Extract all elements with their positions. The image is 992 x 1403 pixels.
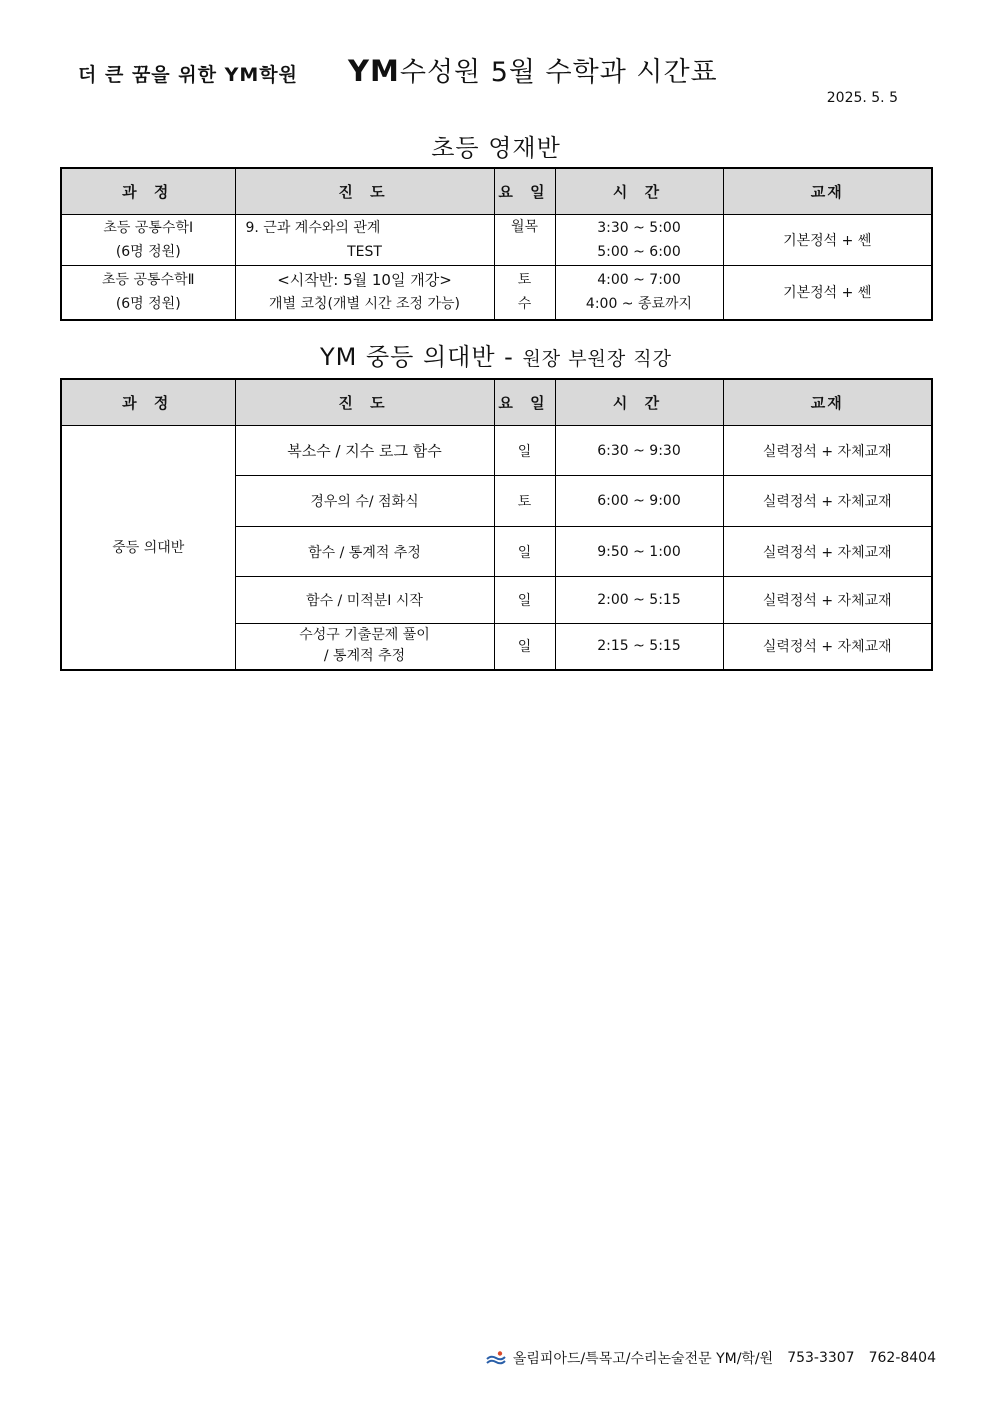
table-header-row (61, 168, 932, 215)
issue-date: 2025. 5. 5 (826, 90, 898, 106)
page-header (78, 50, 938, 90)
col-header-day: 요 일 (494, 168, 555, 215)
progress-cell (235, 215, 494, 266)
col-header-course: 과 정 (61, 379, 235, 426)
col-header-time: 시 간 (555, 168, 723, 215)
progress-line: 수성구 기출문제 풀이 (299, 627, 430, 644)
progress-cell (235, 266, 494, 320)
page-footer (485, 1348, 936, 1368)
book-cell: 실력정석 + 자체교재 (723, 527, 932, 577)
time-value: 4:00 ~ 7:00 (597, 272, 681, 289)
progress-line: TEST (347, 244, 382, 260)
elementary-schedule-table (60, 167, 933, 321)
progress-cell: 함수 / 미적분Ⅰ 시작 (235, 577, 494, 624)
table-header-row (61, 379, 932, 426)
day-value: 월목 (510, 219, 539, 235)
slogan: 더 큰 꿈을 위한 YM학원 (78, 64, 298, 86)
time-value: 5:00 ~ 6:00 (597, 244, 681, 260)
col-header-course: 과 정 (61, 168, 235, 215)
day-cell: 일 (494, 577, 555, 624)
book-cell: 기본정석 + 쎈 (723, 266, 932, 320)
col-header-day: 요 일 (494, 379, 555, 426)
time-cell: 6:30 ~ 9:30 (555, 426, 723, 476)
course-cell (61, 215, 235, 266)
section1-title: 초등 영재반 (431, 134, 561, 162)
progress-line: 개별 코칭(개별 시간 조정 가능) (268, 296, 460, 313)
course-name: 초등 공통수학Ⅰ (103, 220, 194, 236)
course-cell (61, 266, 235, 320)
day-cell: 일 (494, 624, 555, 670)
course-capacity: (6명 정원) (115, 244, 181, 260)
footer-phone1: 753-3307 (787, 1350, 855, 1366)
progress-line: <시작반: 5월 10일 개강> (277, 271, 452, 290)
time-cell: 2:15 ~ 5:15 (555, 624, 723, 670)
time-cell: 2:00 ~ 5:15 (555, 577, 723, 624)
footer-phone2: 762-8404 (868, 1350, 936, 1366)
title-rest: 수성원 5월 수학과 시간표 (399, 57, 718, 88)
progress-line: / 통계적 추정 (323, 648, 406, 665)
table-row (61, 426, 932, 476)
table-row (61, 266, 932, 320)
page-title (348, 50, 718, 89)
col-header-book: 교재 (723, 379, 932, 426)
section2-title-main: YM 중등 의대반 - (319, 343, 523, 371)
day-cell: 일 (494, 527, 555, 577)
day-value: 수 (517, 296, 532, 313)
day-cell: 일 (494, 426, 555, 476)
section2-title-sub: 원장 부원장 직강 (522, 348, 673, 370)
time-cell: 9:50 ~ 1:00 (555, 527, 723, 577)
day-cell (494, 215, 555, 266)
col-header-progress: 진 도 (235, 168, 494, 215)
time-cell: 6:00 ~ 9:00 (555, 476, 723, 527)
col-header-progress: 진 도 (235, 379, 494, 426)
course-capacity: (6명 정원) (115, 296, 181, 313)
book-cell: 실력정석 + 자체교재 (723, 577, 932, 624)
book-cell: 실력정석 + 자체교재 (723, 476, 932, 527)
time-value: 4:00 ~ 종료까지 (585, 296, 693, 313)
time-cell (555, 215, 723, 266)
footer-text: 올림피아드/특목고/수리논술전문 YM/학/원 (512, 1351, 774, 1367)
day-cell: 토 (494, 476, 555, 527)
time-value: 3:30 ~ 5:00 (597, 220, 681, 236)
col-header-time: 시 간 (555, 379, 723, 426)
course-name: 초등 공통수학Ⅱ (102, 272, 195, 289)
book-cell: 실력정석 + 자체교재 (723, 426, 932, 476)
table-row (61, 215, 932, 266)
section2-title (0, 337, 992, 372)
progress-line: 9. 근과 계수와의 관계 (245, 220, 381, 236)
title-ym: YM (348, 54, 400, 88)
book-cell: 기본정석 + 쎈 (723, 215, 932, 266)
progress-cell: 경우의 수/ 점화식 (235, 476, 494, 527)
progress-cell: 함수 / 통계적 추정 (235, 527, 494, 577)
academy-logo-icon (485, 1350, 507, 1366)
col-header-book: 교재 (723, 168, 932, 215)
progress-cell: 복소수 / 지수 로그 함수 (235, 426, 494, 476)
day-value: 토 (517, 272, 532, 289)
time-cell (555, 266, 723, 320)
book-cell: 실력정석 + 자체교재 (723, 624, 932, 670)
progress-cell (235, 624, 494, 670)
course-cell: 중등 의대반 (61, 426, 235, 670)
day-cell (494, 266, 555, 320)
middle-school-schedule-table (60, 378, 933, 671)
